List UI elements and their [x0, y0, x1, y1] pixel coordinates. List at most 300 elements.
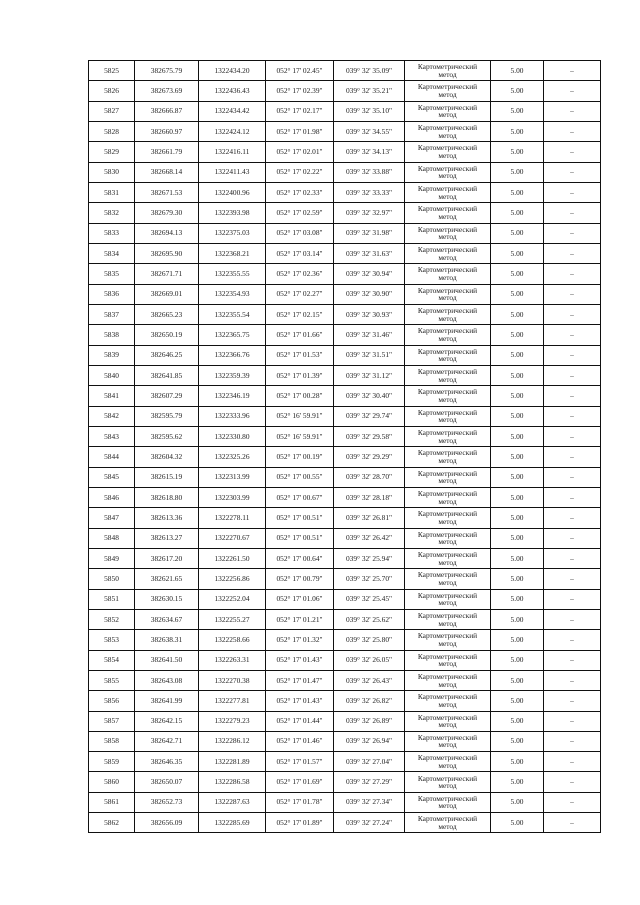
x-coordinate-cell: 382669.01	[135, 284, 199, 304]
accuracy-cell: 5.00	[491, 528, 544, 548]
method-text: Картометрический метод	[417, 732, 478, 750]
accuracy-cell: 5.00	[491, 264, 544, 284]
coordinates-table	[88, 60, 601, 833]
table-row	[89, 142, 601, 162]
note-cell: –	[544, 121, 601, 141]
longitude-cell: 039° 32' 34.13"	[334, 142, 405, 162]
point-number-cell: 5849	[89, 548, 135, 568]
note-cell: –	[544, 772, 601, 792]
method-text: Картометрический метод	[417, 285, 478, 303]
point-number-cell: 5852	[89, 609, 135, 629]
x-coordinate-cell: 382642.15	[135, 711, 199, 731]
accuracy-cell: 5.00	[491, 365, 544, 385]
point-number-cell: 5831	[89, 182, 135, 202]
method-text: Картометрический метод	[417, 427, 478, 445]
longitude-cell: 039° 32' 33.88"	[334, 162, 405, 182]
x-coordinate-cell: 382679.30	[135, 203, 199, 223]
longitude-cell: 039° 32' 27.29"	[334, 772, 405, 792]
note-cell: –	[544, 162, 601, 182]
latitude-cell: 052° 17' 00.51"	[266, 528, 334, 548]
point-number-cell: 5851	[89, 589, 135, 609]
latitude-cell: 052° 17' 01.57"	[266, 752, 334, 772]
method-cell	[405, 569, 491, 589]
longitude-cell: 039° 32' 29.74"	[334, 406, 405, 426]
point-number-cell: 5840	[89, 365, 135, 385]
table-row	[89, 569, 601, 589]
table-row	[89, 101, 601, 121]
latitude-cell: 052° 16' 59.91"	[266, 426, 334, 446]
accuracy-cell: 5.00	[491, 121, 544, 141]
x-coordinate-cell: 382671.53	[135, 182, 199, 202]
method-cell	[405, 447, 491, 467]
point-number-cell: 5859	[89, 752, 135, 772]
method-cell	[405, 284, 491, 304]
accuracy-cell: 5.00	[491, 548, 544, 568]
y-coordinate-cell: 1322277.81	[199, 691, 266, 711]
latitude-cell: 052° 17' 01.06"	[266, 589, 334, 609]
note-cell: –	[544, 508, 601, 528]
method-text: Картометрический метод	[417, 265, 478, 282]
x-coordinate-cell: 382642.71	[135, 731, 199, 751]
latitude-cell: 052° 17' 02.45"	[266, 61, 334, 81]
note-cell: –	[544, 365, 601, 385]
method-cell	[405, 426, 491, 446]
method-text: Картометрический метод	[417, 102, 478, 120]
point-number-cell: 5825	[89, 61, 135, 81]
latitude-cell: 052° 17' 01.43"	[266, 650, 334, 670]
method-cell	[405, 182, 491, 202]
x-coordinate-cell: 382607.29	[135, 386, 199, 406]
method-text: Картометрический метод	[417, 163, 478, 181]
method-text: Картометрический метод	[417, 448, 478, 465]
method-cell	[405, 691, 491, 711]
accuracy-cell: 5.00	[491, 406, 544, 426]
note-cell: –	[544, 813, 601, 833]
note-cell: –	[544, 691, 601, 711]
latitude-cell: 052° 17' 02.33"	[266, 182, 334, 202]
longitude-cell: 039° 32' 25.45"	[334, 589, 405, 609]
method-cell	[405, 223, 491, 243]
latitude-cell: 052° 17' 00.28"	[266, 386, 334, 406]
x-coordinate-cell: 382613.27	[135, 528, 199, 548]
method-text: Картометрический метод	[417, 82, 478, 99]
table-row	[89, 670, 601, 690]
y-coordinate-cell: 1322355.54	[199, 304, 266, 324]
method-cell	[405, 752, 491, 772]
note-cell: –	[544, 386, 601, 406]
y-coordinate-cell: 1322359.39	[199, 365, 266, 385]
point-number-cell: 5855	[89, 670, 135, 690]
table-row	[89, 467, 601, 487]
method-cell	[405, 264, 491, 284]
accuracy-cell: 5.00	[491, 670, 544, 690]
point-number-cell: 5828	[89, 121, 135, 141]
accuracy-cell: 5.00	[491, 792, 544, 812]
latitude-cell: 052° 17' 02.01"	[266, 142, 334, 162]
point-number-cell: 5860	[89, 772, 135, 792]
latitude-cell: 052° 16' 59.91"	[266, 406, 334, 426]
method-cell	[405, 142, 491, 162]
longitude-cell: 039° 32' 30.93"	[334, 304, 405, 324]
accuracy-cell: 5.00	[491, 487, 544, 507]
point-number-cell: 5839	[89, 345, 135, 365]
note-cell: –	[544, 792, 601, 812]
longitude-cell: 039° 32' 33.33"	[334, 182, 405, 202]
method-text: Картометрический метод	[417, 62, 478, 79]
method-cell	[405, 589, 491, 609]
y-coordinate-cell: 1322270.38	[199, 670, 266, 690]
method-text: Картометрический метод	[417, 753, 478, 770]
latitude-cell: 052° 17' 01.46"	[266, 731, 334, 751]
table-row	[89, 487, 601, 507]
method-cell	[405, 772, 491, 792]
longitude-cell: 039° 32' 34.55"	[334, 121, 405, 141]
method-cell	[405, 121, 491, 141]
y-coordinate-cell: 1322256.86	[199, 569, 266, 589]
x-coordinate-cell: 382643.08	[135, 670, 199, 690]
note-cell: –	[544, 467, 601, 487]
method-text: Картометрический метод	[417, 245, 478, 262]
table-row	[89, 81, 601, 101]
table-row	[89, 264, 601, 284]
longitude-cell: 039° 32' 27.34"	[334, 792, 405, 812]
accuracy-cell: 5.00	[491, 345, 544, 365]
point-number-cell: 5853	[89, 630, 135, 650]
method-cell	[405, 345, 491, 365]
accuracy-cell: 5.00	[491, 162, 544, 182]
method-cell	[405, 548, 491, 568]
latitude-cell: 052° 17' 01.66"	[266, 325, 334, 345]
point-number-cell: 5856	[89, 691, 135, 711]
latitude-cell: 052° 17' 01.39"	[266, 365, 334, 385]
table-row	[89, 304, 601, 324]
method-text: Картометрический метод	[417, 204, 478, 221]
accuracy-cell: 5.00	[491, 467, 544, 487]
x-coordinate-cell: 382617.20	[135, 548, 199, 568]
method-text: Картометрический метод	[417, 224, 478, 242]
x-coordinate-cell: 382641.85	[135, 365, 199, 385]
point-number-cell: 5826	[89, 81, 135, 101]
accuracy-cell: 5.00	[491, 630, 544, 650]
accuracy-cell: 5.00	[491, 304, 544, 324]
table-row	[89, 243, 601, 263]
coordinates-table-body	[89, 61, 601, 833]
longitude-cell: 039° 32' 29.58"	[334, 426, 405, 446]
accuracy-cell: 5.00	[491, 426, 544, 446]
method-text: Картометрический метод	[417, 793, 478, 811]
note-cell: –	[544, 406, 601, 426]
note-cell: –	[544, 609, 601, 629]
latitude-cell: 052° 17' 01.98"	[266, 121, 334, 141]
y-coordinate-cell: 1322434.42	[199, 101, 266, 121]
point-number-cell: 5843	[89, 426, 135, 446]
longitude-cell: 039° 32' 27.04"	[334, 752, 405, 772]
latitude-cell: 052° 17' 03.14"	[266, 243, 334, 263]
latitude-cell: 052° 17' 00.64"	[266, 548, 334, 568]
x-coordinate-cell: 382652.73	[135, 792, 199, 812]
x-coordinate-cell: 382618.80	[135, 487, 199, 507]
note-cell: –	[544, 264, 601, 284]
y-coordinate-cell: 1322279.23	[199, 711, 266, 731]
method-cell	[405, 304, 491, 324]
latitude-cell: 052° 17' 01.43"	[266, 691, 334, 711]
table-row	[89, 203, 601, 223]
x-coordinate-cell: 382695.90	[135, 243, 199, 263]
note-cell: –	[544, 203, 601, 223]
method-text: Картометрический метод	[417, 529, 478, 547]
method-cell	[405, 203, 491, 223]
point-number-cell: 5842	[89, 406, 135, 426]
method-text: Картометрический метод	[417, 814, 478, 831]
method-text: Картометрический метод	[417, 123, 478, 140]
longitude-cell: 039° 32' 30.40"	[334, 386, 405, 406]
x-coordinate-cell: 382641.99	[135, 691, 199, 711]
point-number-cell: 5837	[89, 304, 135, 324]
method-text: Картометрический метод	[417, 509, 478, 526]
table-row	[89, 772, 601, 792]
accuracy-cell: 5.00	[491, 203, 544, 223]
longitude-cell: 039° 32' 28.70"	[334, 467, 405, 487]
method-cell	[405, 508, 491, 528]
latitude-cell: 052° 17' 00.67"	[266, 487, 334, 507]
method-cell	[405, 467, 491, 487]
y-coordinate-cell: 1322313.99	[199, 467, 266, 487]
accuracy-cell: 5.00	[491, 752, 544, 772]
note-cell: –	[544, 284, 601, 304]
longitude-cell: 039° 32' 25.94"	[334, 548, 405, 568]
point-number-cell: 5858	[89, 731, 135, 751]
method-cell	[405, 162, 491, 182]
longitude-cell: 039° 32' 31.51"	[334, 345, 405, 365]
y-coordinate-cell: 1322346.19	[199, 386, 266, 406]
table-row	[89, 426, 601, 446]
y-coordinate-cell: 1322303.99	[199, 487, 266, 507]
longitude-cell: 039° 32' 26.94"	[334, 731, 405, 751]
y-coordinate-cell: 1322258.66	[199, 630, 266, 650]
latitude-cell: 052° 17' 01.21"	[266, 609, 334, 629]
longitude-cell: 039° 32' 35.21"	[334, 81, 405, 101]
x-coordinate-cell: 382595.62	[135, 426, 199, 446]
table-row	[89, 162, 601, 182]
method-text: Картометрический метод	[417, 143, 478, 160]
latitude-cell: 052° 17' 00.55"	[266, 467, 334, 487]
x-coordinate-cell: 382638.31	[135, 630, 199, 650]
table-row	[89, 792, 601, 812]
table-row	[89, 345, 601, 365]
method-text: Картометрический метод	[417, 610, 478, 628]
method-text: Картометрический метод	[417, 184, 478, 201]
accuracy-cell: 5.00	[491, 182, 544, 202]
y-coordinate-cell: 1322368.21	[199, 243, 266, 263]
longitude-cell: 039° 32' 31.46"	[334, 325, 405, 345]
method-cell	[405, 61, 491, 81]
table-row	[89, 609, 601, 629]
longitude-cell: 039° 32' 35.10"	[334, 101, 405, 121]
method-text: Картометрический метод	[417, 631, 478, 648]
method-cell	[405, 101, 491, 121]
method-cell	[405, 731, 491, 751]
y-coordinate-cell: 1322365.75	[199, 325, 266, 345]
latitude-cell: 052° 17' 02.59"	[266, 203, 334, 223]
latitude-cell: 052° 17' 02.39"	[266, 81, 334, 101]
method-text: Картометрический метод	[417, 671, 478, 689]
point-number-cell: 5841	[89, 386, 135, 406]
accuracy-cell: 5.00	[491, 609, 544, 629]
accuracy-cell: 5.00	[491, 813, 544, 833]
table-row	[89, 548, 601, 568]
x-coordinate-cell: 382650.19	[135, 325, 199, 345]
accuracy-cell: 5.00	[491, 508, 544, 528]
note-cell: –	[544, 752, 601, 772]
longitude-cell: 039° 32' 27.24"	[334, 813, 405, 833]
x-coordinate-cell: 382661.79	[135, 142, 199, 162]
y-coordinate-cell: 1322286.58	[199, 772, 266, 792]
x-coordinate-cell: 382675.79	[135, 61, 199, 81]
x-coordinate-cell: 382666.87	[135, 101, 199, 121]
table-row	[89, 325, 601, 345]
y-coordinate-cell: 1322366.76	[199, 345, 266, 365]
point-number-cell: 5846	[89, 487, 135, 507]
point-number-cell: 5830	[89, 162, 135, 182]
point-number-cell: 5835	[89, 264, 135, 284]
note-cell: –	[544, 650, 601, 670]
method-cell	[405, 365, 491, 385]
x-coordinate-cell: 382621.65	[135, 569, 199, 589]
method-cell	[405, 711, 491, 731]
latitude-cell: 052° 17' 01.47"	[266, 670, 334, 690]
y-coordinate-cell: 1322330.80	[199, 426, 266, 446]
point-number-cell: 5847	[89, 508, 135, 528]
accuracy-cell: 5.00	[491, 711, 544, 731]
method-cell	[405, 81, 491, 101]
table-row	[89, 365, 601, 385]
table-row	[89, 406, 601, 426]
longitude-cell: 039° 32' 26.42"	[334, 528, 405, 548]
longitude-cell: 039° 32' 30.94"	[334, 264, 405, 284]
accuracy-cell: 5.00	[491, 325, 544, 345]
note-cell: –	[544, 142, 601, 162]
point-number-cell: 5850	[89, 569, 135, 589]
latitude-cell: 052° 17' 01.78"	[266, 792, 334, 812]
x-coordinate-cell: 382634.67	[135, 609, 199, 629]
table-row	[89, 182, 601, 202]
note-cell: –	[544, 426, 601, 446]
y-coordinate-cell: 1322375.03	[199, 223, 266, 243]
note-cell: –	[544, 569, 601, 589]
latitude-cell: 052° 17' 02.36"	[266, 264, 334, 284]
x-coordinate-cell: 382673.69	[135, 81, 199, 101]
method-text: Картометрический метод	[417, 346, 478, 364]
method-text: Картометрический метод	[417, 692, 478, 709]
method-cell	[405, 487, 491, 507]
note-cell: –	[544, 630, 601, 650]
accuracy-cell: 5.00	[491, 223, 544, 243]
y-coordinate-cell: 1322355.55	[199, 264, 266, 284]
accuracy-cell: 5.00	[491, 101, 544, 121]
y-coordinate-cell: 1322255.27	[199, 609, 266, 629]
accuracy-cell: 5.00	[491, 447, 544, 467]
accuracy-cell: 5.00	[491, 691, 544, 711]
y-coordinate-cell: 1322287.63	[199, 792, 266, 812]
method-text: Картометрический метод	[417, 549, 478, 567]
y-coordinate-cell: 1322354.93	[199, 284, 266, 304]
latitude-cell: 052° 17' 01.69"	[266, 772, 334, 792]
latitude-cell: 052° 17' 01.89"	[266, 813, 334, 833]
method-cell	[405, 325, 491, 345]
accuracy-cell: 5.00	[491, 61, 544, 81]
method-cell	[405, 813, 491, 833]
longitude-cell: 039° 32' 35.09"	[334, 61, 405, 81]
accuracy-cell: 5.00	[491, 772, 544, 792]
note-cell: –	[544, 447, 601, 467]
y-coordinate-cell: 1322281.89	[199, 752, 266, 772]
table-row	[89, 650, 601, 670]
point-number-cell: 5836	[89, 284, 135, 304]
method-text: Картометрический метод	[417, 651, 478, 669]
accuracy-cell: 5.00	[491, 386, 544, 406]
note-cell: –	[544, 325, 601, 345]
point-number-cell: 5848	[89, 528, 135, 548]
accuracy-cell: 5.00	[491, 142, 544, 162]
y-coordinate-cell: 1322424.12	[199, 121, 266, 141]
longitude-cell: 039° 32' 32.97"	[334, 203, 405, 223]
table-row	[89, 447, 601, 467]
x-coordinate-cell: 382668.14	[135, 162, 199, 182]
x-coordinate-cell: 382650.07	[135, 772, 199, 792]
y-coordinate-cell: 1322278.11	[199, 508, 266, 528]
latitude-cell: 052° 17' 02.27"	[266, 284, 334, 304]
latitude-cell: 052° 17' 00.19"	[266, 447, 334, 467]
table-row	[89, 61, 601, 81]
method-text: Картометрический метод	[417, 712, 478, 730]
accuracy-cell: 5.00	[491, 589, 544, 609]
point-number-cell: 5845	[89, 467, 135, 487]
latitude-cell: 052° 17' 01.32"	[266, 630, 334, 650]
y-coordinate-cell: 1322325.26	[199, 447, 266, 467]
x-coordinate-cell: 382656.09	[135, 813, 199, 833]
table-row	[89, 630, 601, 650]
y-coordinate-cell: 1322416.11	[199, 142, 266, 162]
accuracy-cell: 5.00	[491, 650, 544, 670]
longitude-cell: 039° 32' 25.80"	[334, 630, 405, 650]
point-number-cell: 5861	[89, 792, 135, 812]
y-coordinate-cell: 1322252.04	[199, 589, 266, 609]
method-cell	[405, 792, 491, 812]
method-text: Картометрический метод	[417, 468, 478, 486]
longitude-cell: 039° 32' 25.70"	[334, 569, 405, 589]
table-row	[89, 711, 601, 731]
method-cell	[405, 650, 491, 670]
x-coordinate-cell: 382646.35	[135, 752, 199, 772]
table-row	[89, 121, 601, 141]
table-row	[89, 731, 601, 751]
longitude-cell: 039° 32' 31.12"	[334, 365, 405, 385]
method-text: Картометрический метод	[417, 306, 478, 323]
method-text: Картометрический метод	[417, 407, 478, 425]
accuracy-cell: 5.00	[491, 731, 544, 751]
y-coordinate-cell: 1322434.20	[199, 61, 266, 81]
note-cell: –	[544, 711, 601, 731]
latitude-cell: 052° 17' 01.44"	[266, 711, 334, 731]
note-cell: –	[544, 345, 601, 365]
table-row	[89, 284, 601, 304]
x-coordinate-cell: 382646.25	[135, 345, 199, 365]
method-text: Картометрический метод	[417, 590, 478, 608]
table-row	[89, 589, 601, 609]
table-row	[89, 223, 601, 243]
x-coordinate-cell: 382665.23	[135, 304, 199, 324]
longitude-cell: 039° 32' 26.89"	[334, 711, 405, 731]
